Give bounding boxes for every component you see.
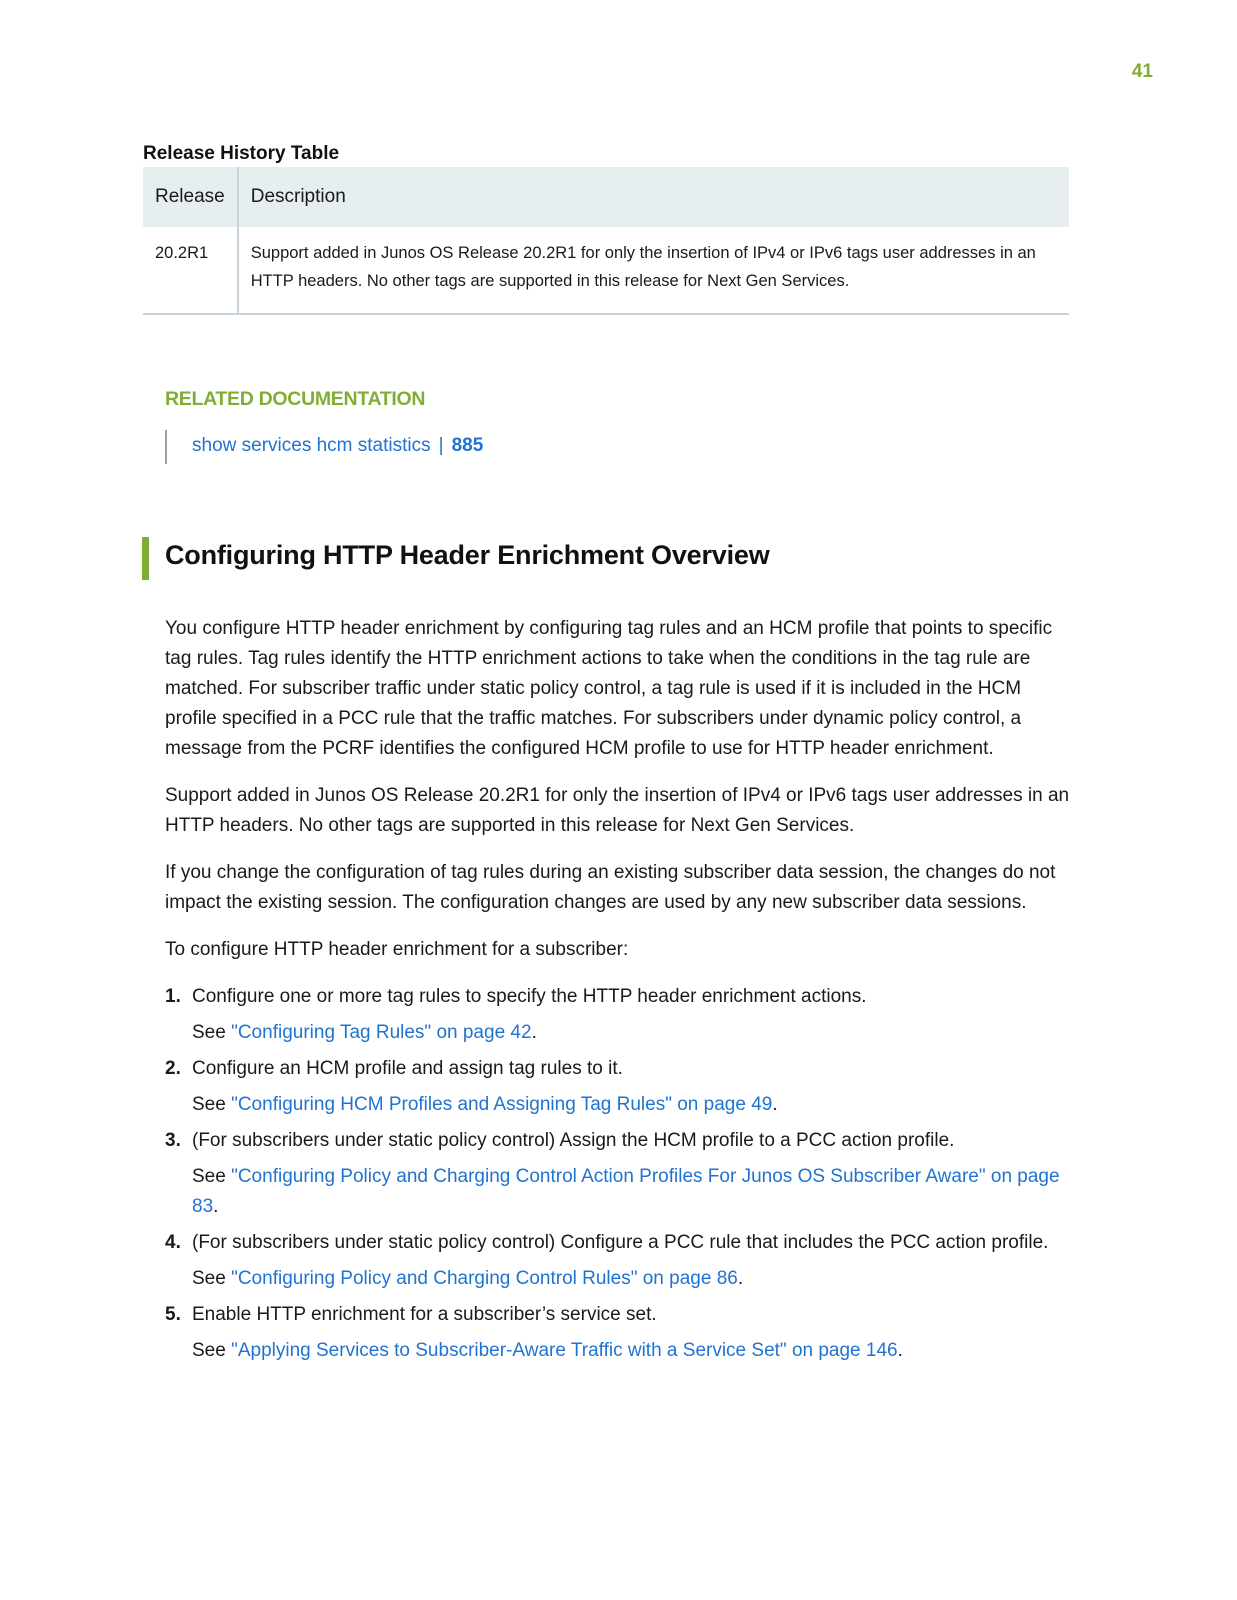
related-documentation-heading: RELATED DOCUMENTATION [165, 388, 426, 410]
release-cell: 20.2R1 [143, 227, 238, 314]
description-cell: Support added in Junos OS Release 20.2R1 for only the insertion of IPv4 or IPv6 tags user addresses in an HTTP headers. No other tags are supported in this release for Next Gen Services. [250, 244, 1036, 290]
see-prefix: See [192, 1268, 232, 1289]
cross-reference-link[interactable]: "Applying Services to Subscriber-Aware Traffic with a Service Set" on page 146 [231, 1340, 898, 1361]
step-see [192, 1264, 1075, 1294]
cross-reference-link[interactable]: "Configuring HCM Profiles and Assigning Tag Rules" on page 49 [231, 1094, 773, 1115]
section-title: Configuring HTTP Header Enrichment Overview [165, 540, 770, 570]
step-number: 2. [165, 1058, 181, 1079]
related-doc-separator: | [438, 435, 444, 456]
step-number: 1. [165, 986, 181, 1007]
paragraph: You configure HTTP header enrichment by configuring tag rules and an HCM profile that points to specific tag rules. Tag rules identify the HTTP enrichment actions to take when the conditions in the tag rule are matched. For subscriber traffic under static policy control, a tag rule is used if it is included in the HCM profile specified in a PCC rule that the traffic matches. For subscribers under dynamic policy control, a message from the PCRF identifies the configured HCM profile to use for HTTP header enrichment. [165, 618, 1053, 759]
related-doc-page[interactable]: 885 [451, 435, 484, 456]
step-text: (For subscribers under static policy control) Configure a PCC rule that includes the PCC action profile. [192, 1232, 1049, 1253]
list-item [165, 1228, 1075, 1294]
cross-reference-link[interactable]: "Configuring Policy and Charging Control Rules" on page 86 [231, 1268, 738, 1289]
see-suffix: . [897, 1340, 903, 1361]
step-number: 5. [165, 1304, 181, 1325]
related-doc-link-text[interactable]: show services hcm statistics [192, 435, 431, 456]
see-prefix: See [192, 1166, 232, 1187]
step-see [192, 1336, 1075, 1366]
paragraph: Support added in Junos OS Release 20.2R1 for only the insertion of IPv4 or IPv6 tags user addresses in an HTTP headers. No other tags are supported in this release for Next Gen Services. [165, 785, 1070, 836]
see-suffix: . [772, 1094, 778, 1115]
see-prefix: See [192, 1094, 232, 1115]
see-suffix: . [213, 1196, 219, 1217]
section-body [165, 614, 1075, 1372]
step-text: (For subscribers under static policy control) Assign the HCM profile to a PCC action profile. [192, 1130, 955, 1151]
see-suffix: . [737, 1268, 744, 1289]
list-item [165, 1300, 1075, 1366]
see-prefix: See [192, 1022, 232, 1043]
column-header-release: Release [143, 167, 238, 227]
see-prefix: See [192, 1340, 232, 1361]
paragraph: If you change the configuration of tag rules during an existing subscriber data session, the changes do not impact the existing session. The configuration changes are used by any new subscriber data sessions. [165, 862, 1056, 913]
list-item [165, 1126, 1075, 1222]
table-row [143, 227, 1069, 314]
see-suffix: . [531, 1022, 537, 1043]
section-accent-bar [142, 537, 149, 580]
release-history-caption: Release History Table [143, 143, 340, 164]
step-see [192, 1090, 1075, 1120]
cross-reference-link[interactable]: "Configuring Policy and Charging Control Action Profiles For Junos OS Subscriber Aware" on page 83 [192, 1166, 1060, 1217]
step-see [192, 1018, 1075, 1048]
column-header-description: Description [238, 167, 1069, 227]
release-history-table [143, 167, 1069, 315]
step-text: Configure one or more tag rules to specify the HTTP header enrichment actions. [192, 986, 867, 1007]
step-text: Configure an HCM profile and assign tag rules to it. [192, 1058, 623, 1079]
table-header-row [143, 167, 1069, 227]
related-doc-link[interactable] [165, 430, 483, 464]
steps-list [165, 982, 1075, 1366]
step-see [192, 1162, 1075, 1222]
step-number: 3. [165, 1130, 181, 1151]
step-text: Enable HTTP enrichment for a subscriber’s service set. [192, 1304, 657, 1325]
list-item [165, 1054, 1075, 1120]
cross-reference-link[interactable]: "Configuring Tag Rules" on page 42 [231, 1022, 532, 1043]
step-number: 4. [165, 1232, 181, 1253]
page-number: 41 [1131, 61, 1153, 82]
paragraph: To configure HTTP header enrichment for a subscriber: [165, 939, 629, 960]
list-item [165, 982, 1075, 1048]
